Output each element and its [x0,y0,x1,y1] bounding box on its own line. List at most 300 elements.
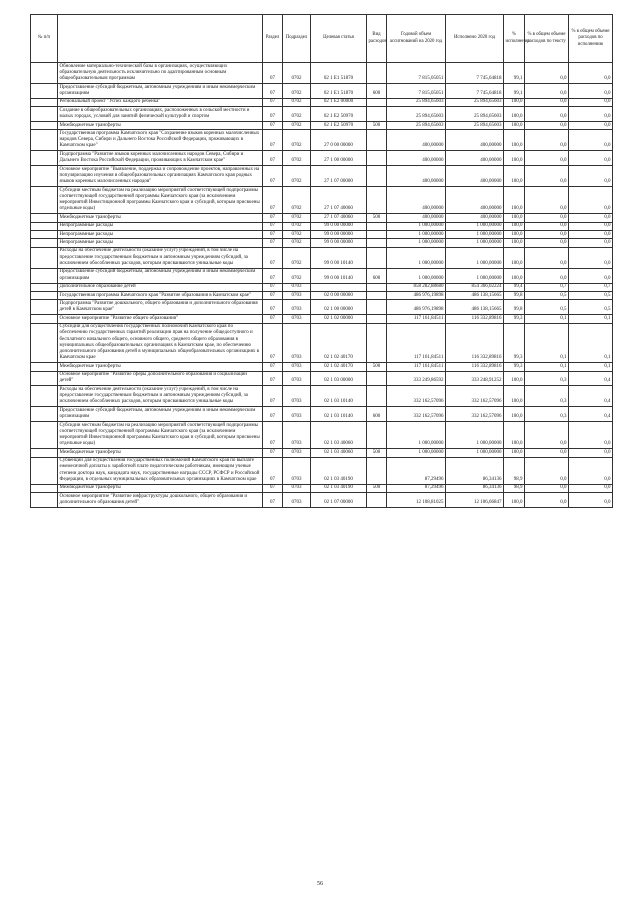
row-percent: 99,8 [504,300,525,315]
table-row [31,371,613,386]
table-row [31,323,613,363]
row-share-total: 0,0 [569,421,613,448]
col-header-percent: % исполнения [504,15,525,63]
row-share-section: 0,0 [525,107,569,122]
row-item: 02 1 03 40060 [311,449,367,457]
row-share-section: 0,0 [525,268,569,283]
row-section: 07 [263,371,283,386]
row-subsection: 0703 [283,449,311,457]
col-header-share-total: % в общем объеме расходов по исполнению [569,15,613,63]
row-section: 07 [263,84,283,99]
row-item: 02 1 Е2 50970 [311,121,367,129]
row-expense-type [367,283,387,291]
row-item: 99 0 00 00000 [311,222,367,230]
row-item: 99 0 00 10140 [311,247,367,268]
row-executed: 400,00000 [446,151,504,166]
row-name: Государственная программа Камчатского края "Сохранение языков коренных малочисленных народов Севера, Сибири и Дальнего Востока Российской Федерации, проживающих в Камчатском крае" [58,130,263,151]
row-executed: 400,00000 [446,166,504,187]
row-subsection: 0702 [283,214,311,222]
row-percent: 100,0 [504,493,525,508]
row-item: 02 1 07 00000 [311,493,367,508]
row-number-cell [31,291,58,299]
table-row [31,457,613,484]
table-row [31,231,613,239]
row-share-section: 0,3 [525,371,569,386]
col-header-subsection: Подраздел [283,15,311,63]
row-share-section: 0,0 [525,231,569,239]
row-plan: 7 815,05051 [387,84,446,99]
row-name: Расходы на обеспечение деятельности (оказание услуг) учреждений, в том числе на предоставление государственным бюджетным и автономным учреждениям субсидий, за исключением обособленных расходов, которым присваиваются уникальные коды [58,386,263,407]
row-plan: 1 000,00000 [387,421,446,448]
row-item: 02 1 Е2 50970 [311,107,367,122]
row-executed: 116 332,89816 [446,323,504,363]
row-subsection: 0702 [283,107,311,122]
row-item: 27 1 07 00000 [311,166,367,187]
row-share-section: 0,0 [525,121,569,129]
row-name: Предоставление субсидий бюджетным, автономным учреждениям и иным некоммерческим организациям [58,407,263,422]
row-expense-type: 500 [367,121,387,129]
row-subsection: 0703 [283,371,311,386]
row-name: Государственная программа Камчатского края "Развитие образования в Камчатском крае" [58,291,263,299]
row-subsection: 0702 [283,166,311,187]
row-subsection: 0703 [283,315,311,323]
row-executed: 486 138,15665 [446,291,504,299]
row-number-cell [31,363,58,371]
row-percent: 100,0 [504,166,525,187]
row-name: Расходы на обеспечение деятельности (оказание услуг) учреждений, в том числе на предоставление государственным бюджетным и автономным учреждениям субсидий, за исключением обособленных расходов, которым присваиваются уникальные коды [58,247,263,268]
row-share-section: 0,0 [525,214,569,222]
row-executed: 7 745,64818 [446,84,504,99]
row-expense-type: 600 [367,268,387,283]
row-share-section: 0,5 [525,291,569,299]
row-share-total: 0,4 [569,386,613,407]
row-name: Подпрограмма "Развитие дошкольного, общего образования и дополнительного образования детей в Камчатском крае" [58,300,263,315]
row-section: 07 [263,315,283,323]
row-share-total: 0,0 [569,457,613,484]
row-number-cell [31,121,58,129]
row-name: Основное мероприятие "Развитие общего образования" [58,315,263,323]
row-share-total: 0,4 [569,371,613,386]
row-percent: 100,0 [504,98,525,106]
row-plan: 1 000,00000 [387,239,446,247]
row-share-section: 0,0 [525,222,569,230]
row-section: 07 [263,63,283,84]
row-number-cell [31,186,58,213]
row-section: 07 [263,222,283,230]
col-header-item: Целевая статья [311,15,367,63]
row-plan: 12 108,81025 [387,493,446,508]
row-executed: 400,00000 [446,214,504,222]
row-plan: 1 000,00000 [387,449,446,457]
row-expense-type: 500 [367,484,387,492]
col-header-share-section: % в общем объеме расходов по тексту [525,15,569,63]
row-number-cell [31,493,58,508]
table-row [31,239,613,247]
row-item: 27 1 07 40060 [311,214,367,222]
row-share-total: 0,0 [569,151,613,166]
table-row [31,247,613,268]
row-section: 07 [263,484,283,492]
row-section: 07 [263,323,283,363]
row-share-total: 0,0 [569,63,613,84]
row-share-section: 0,0 [525,166,569,187]
row-name: Межбюджетные трансферты [58,121,263,129]
row-executed: 1 000,00000 [446,247,504,268]
row-plan: 858 282,88680 [387,283,446,291]
row-percent: 100,0 [504,121,525,129]
row-share-section: 0,0 [525,457,569,484]
row-section: 07 [263,386,283,407]
row-name: Субсидии местным бюджетам на реализацию мероприятий соответствующей подпрограммы соответствующей государственной программы Камчатского края (за исключением мероприятий Инвестиционной программы Камчатского края и субсидий, которым присвоены отдельные коды) [58,186,263,213]
row-subsection: 0702 [283,239,311,247]
row-section: 07 [263,457,283,484]
row-share-total: 0,0 [569,449,613,457]
row-name: Региональный проект "Успех каждого ребенка" [58,98,263,106]
row-percent: 99,8 [504,291,525,299]
row-number-cell [31,222,58,230]
row-section: 07 [263,247,283,268]
row-share-section: 0,0 [525,130,569,151]
row-item: 02 1 03 10140 [311,407,367,422]
row-executed: 7 745,64818 [446,63,504,84]
row-percent: 99,4 [504,283,525,291]
row-executed: 1 000,00000 [446,268,504,283]
row-plan: 486 976,19898 [387,291,446,299]
row-plan: 486 976,19898 [387,300,446,315]
row-percent: 100,0 [504,107,525,122]
row-section: 07 [263,239,283,247]
row-percent: 99,3 [504,363,525,371]
row-share-total: 0,0 [569,107,613,122]
table-row [31,84,613,99]
row-name: Основное мероприятие "Развитие инфраструктуры дошкольного, общего образования и дополнительного образования детей" [58,493,263,508]
row-executed: 400,00000 [446,130,504,151]
row-section: 07 [263,214,283,222]
row-percent: 100,0 [504,421,525,448]
row-share-total: 0,0 [569,130,613,151]
row-subsection: 0702 [283,130,311,151]
row-item: 02 1 02 40170 [311,323,367,363]
row-share-total: 0,1 [569,323,613,363]
row-share-section: 0,5 [525,300,569,315]
row-executed: 25 894,65603 [446,121,504,129]
row-expense-type: 600 [367,407,387,422]
table-row [31,151,613,166]
row-plan: 400,00000 [387,130,446,151]
row-percent: 99,1 [504,63,525,84]
table-row [31,130,613,151]
row-plan: 400,00000 [387,166,446,187]
row-share-total: 0,0 [569,239,613,247]
row-percent: 100,0 [504,268,525,283]
document-page [30,14,612,508]
row-name: Межбюджетные трансферты [58,484,263,492]
row-executed: 86,34136 [446,457,504,484]
row-percent: 100,0 [504,239,525,247]
row-name: Непрограммные расходы [58,239,263,247]
row-subsection: 0703 [283,386,311,407]
row-expense-type [367,371,387,386]
row-expense-type [367,300,387,315]
row-expense-type [367,421,387,448]
row-item: 99 0 00 00000 [311,239,367,247]
row-subsection: 0702 [283,268,311,283]
row-share-total: 0,0 [569,214,613,222]
row-share-section: 0,0 [525,247,569,268]
row-item: 02 1 Е1 51870 [311,84,367,99]
row-plan: 25 894,65603 [387,121,446,129]
row-executed: 116 332,89816 [446,315,504,323]
row-executed: 116 332,89816 [446,363,504,371]
row-percent: 100,0 [504,386,525,407]
row-subsection: 0703 [283,363,311,371]
row-section: 07 [263,231,283,239]
row-executed: 1 000,00000 [446,421,504,448]
table-row [31,484,613,492]
row-section: 07 [263,283,283,291]
table-row [31,407,613,422]
row-expense-type [367,457,387,484]
row-item: 02 1 03 10140 [311,386,367,407]
row-share-section: 0,7 [525,283,569,291]
row-expense-type [367,151,387,166]
row-item: 02 1 02 00000 [311,315,367,323]
row-share-section: 0,0 [525,239,569,247]
row-plan: 400,00000 [387,186,446,213]
table-row [31,166,613,187]
row-number-cell [31,231,58,239]
row-subsection: 0703 [283,323,311,363]
row-name: Субсидии местным бюджетам на реализацию мероприятий соответствующей подпрограммы соответствующей государственной программы Камчатского края (за исключением мероприятий Инвестиционной программы Камчатского края и субсидий, которым присвоены отдельные коды) [58,421,263,448]
row-executed: 25 894,65603 [446,107,504,122]
row-plan: 400,00000 [387,214,446,222]
row-executed: 1 000,00000 [446,222,504,230]
row-name: Субвенции для осуществления государственных полномочий Камчатского края по выплате ежемесячной доплаты к заработной плате педагогическим работникам, имеющим ученые степени доктора наук, кандидата наук, государственные награды СССР, РСФСР и Российской Федерации, в отдельных муниципальных образовательных организациях в Камчатском крае [58,457,263,484]
row-number-cell [31,457,58,484]
row-item: 02 1 03 40190 [311,484,367,492]
row-number-cell [31,449,58,457]
row-number-cell [31,421,58,448]
table-row [31,363,613,371]
table-row [31,449,613,457]
row-percent: 100,0 [504,231,525,239]
row-expense-type [367,222,387,230]
row-subsection: 0702 [283,98,311,106]
row-item [311,283,367,291]
row-item: 02 1 03 40060 [311,421,367,448]
row-name: Обновление материально-технической базы в организациях, осуществляющих образовательную деятельность исключительно по адаптированным основным общеобразовательным программам [58,63,263,84]
row-percent: 100,0 [504,214,525,222]
row-number-cell [31,84,58,99]
row-item: 99 0 00 10140 [311,268,367,283]
row-plan: 1 000,00000 [387,222,446,230]
table-row [31,222,613,230]
table-row [31,386,613,407]
table-row [31,186,613,213]
row-share-section: 0,0 [525,421,569,448]
row-executed: 332 162,57096 [446,407,504,422]
row-number-cell [31,315,58,323]
row-share-section: 0,0 [525,98,569,106]
row-share-total: 0,0 [569,268,613,283]
row-number-cell [31,107,58,122]
row-plan: 117 161,84511 [387,315,446,323]
budget-table [30,14,613,508]
row-share-total: 0,0 [569,121,613,129]
row-subsection: 0702 [283,247,311,268]
row-expense-type [367,386,387,407]
row-plan: 117 161,84511 [387,323,446,363]
row-section: 07 [263,363,283,371]
row-expense-type: 500 [367,449,387,457]
row-share-section: 0,0 [525,493,569,508]
row-percent: 100,0 [504,186,525,213]
row-expense-type: 500 [367,363,387,371]
row-share-total: 0,7 [569,283,613,291]
col-header-executed: Исполнено 2020 год [446,15,504,63]
table-body [31,63,613,508]
row-name: Межбюджетные трансферты [58,214,263,222]
row-number-cell [31,484,58,492]
row-name: Межбюджетные трансферты [58,449,263,457]
col-header-plan: Годовой объем ассигнований на 2020 год [387,15,446,63]
row-percent: 98,9 [504,484,525,492]
row-section: 07 [263,407,283,422]
row-number-cell [31,151,58,166]
table-header [31,15,613,63]
row-section: 07 [263,107,283,122]
row-share-total: 0,0 [569,84,613,99]
row-percent: 100,0 [504,222,525,230]
row-number-cell [31,214,58,222]
row-expense-type [367,166,387,187]
row-item: 02 1 02 40170 [311,363,367,371]
row-share-total: 0,0 [569,231,613,239]
row-expense-type [367,107,387,122]
row-executed: 1 000,00000 [446,231,504,239]
row-number-cell [31,98,58,106]
table-row [31,291,613,299]
row-name: Непрограммные расходы [58,222,263,230]
row-subsection: 0702 [283,63,311,84]
row-percent: 100,0 [504,371,525,386]
row-section: 07 [263,421,283,448]
row-share-total: 0,0 [569,484,613,492]
row-plan: 1 000,00000 [387,268,446,283]
row-percent: 99,3 [504,323,525,363]
row-percent: 100,0 [504,130,525,151]
row-share-section: 0,0 [525,84,569,99]
row-item: 02 1 Е1 51870 [311,63,367,84]
row-section: 07 [263,186,283,213]
table-row [31,421,613,448]
row-plan: 333 249,86592 [387,371,446,386]
row-number-cell [31,386,58,407]
row-expense-type [367,186,387,213]
row-percent: 100,0 [504,449,525,457]
row-share-section: 0,1 [525,315,569,323]
row-share-section: 0,0 [525,449,569,457]
row-subsection: 0703 [283,457,311,484]
row-plan: 1 000,00000 [387,231,446,239]
row-number-cell [31,247,58,268]
row-plan: 1 000,00000 [387,247,446,268]
row-number-cell [31,407,58,422]
row-number-cell [31,283,58,291]
row-section: 07 [263,291,283,299]
row-share-total: 0,1 [569,315,613,323]
table-row [31,315,613,323]
row-item: 27 1 00 00000 [311,151,367,166]
row-share-total: 0,0 [569,98,613,106]
row-plan: 87,29496 [387,484,446,492]
row-executed: 1 000,00000 [446,239,504,247]
row-share-total: 0,1 [569,363,613,371]
row-subsection: 0703 [283,283,311,291]
row-share-section: 0,1 [525,323,569,363]
row-executed: 486 138,15665 [446,300,504,315]
row-expense-type [367,247,387,268]
row-percent: 99,1 [504,84,525,99]
row-number-cell [31,166,58,187]
row-share-total: 0,0 [569,186,613,213]
table-row [31,283,613,291]
row-share-section: 0,0 [525,151,569,166]
row-item: 02 1 Е2 00000 [311,98,367,106]
row-plan: 25 894,65603 [387,107,446,122]
row-executed: 12 106,66847 [446,493,504,508]
row-share-total: 0,0 [569,493,613,508]
row-name: Предоставление субсидий бюджетным, автономным учреждениям и иным некоммерческим организациям [58,268,263,283]
col-header-section: Раздел [263,15,283,63]
row-item: 27 0 00 00000 [311,130,367,151]
row-item: 02 0 00 00000 [311,291,367,299]
row-subsection: 0703 [283,484,311,492]
row-expense-type [367,291,387,299]
row-share-total: 0,5 [569,300,613,315]
row-name: Субсидии для осуществления государственных полномочий Камчатского края по обеспечению государственных гарантий реализации прав на получение общедоступного и бесплатного начального общего, основного общего, среднего общего образования в муниципальных общеобразовательных организациях в Камчатском крае, по обеспечению дополнительного образования детей в муниципальных общеобразовательных организациях в Камчатском крае [58,323,263,363]
row-share-section: 0,1 [525,363,569,371]
row-number-cell [31,323,58,363]
row-section: 07 [263,268,283,283]
table-row [31,214,613,222]
row-subsection: 0703 [283,407,311,422]
row-subsection: 0702 [283,151,311,166]
table-row [31,98,613,106]
row-subsection: 0702 [283,84,311,99]
row-share-section: 0,3 [525,386,569,407]
row-share-section: 0,0 [525,63,569,84]
row-plan: 7 815,05051 [387,63,446,84]
table-row [31,268,613,283]
row-section: 07 [263,98,283,106]
row-section: 07 [263,166,283,187]
row-subsection: 0702 [283,186,311,213]
row-expense-type: 500 [367,214,387,222]
table-row [31,300,613,315]
row-section: 07 [263,300,283,315]
table-row [31,63,613,84]
row-section: 07 [263,151,283,166]
row-executed: 1 000,00000 [446,449,504,457]
row-item: 02 1 00 00000 [311,300,367,315]
row-share-total: 0,0 [569,247,613,268]
row-percent: 100,0 [504,247,525,268]
table-row [31,107,613,122]
row-share-section: 0,3 [525,407,569,422]
row-expense-type [367,231,387,239]
row-percent: 98,9 [504,457,525,484]
